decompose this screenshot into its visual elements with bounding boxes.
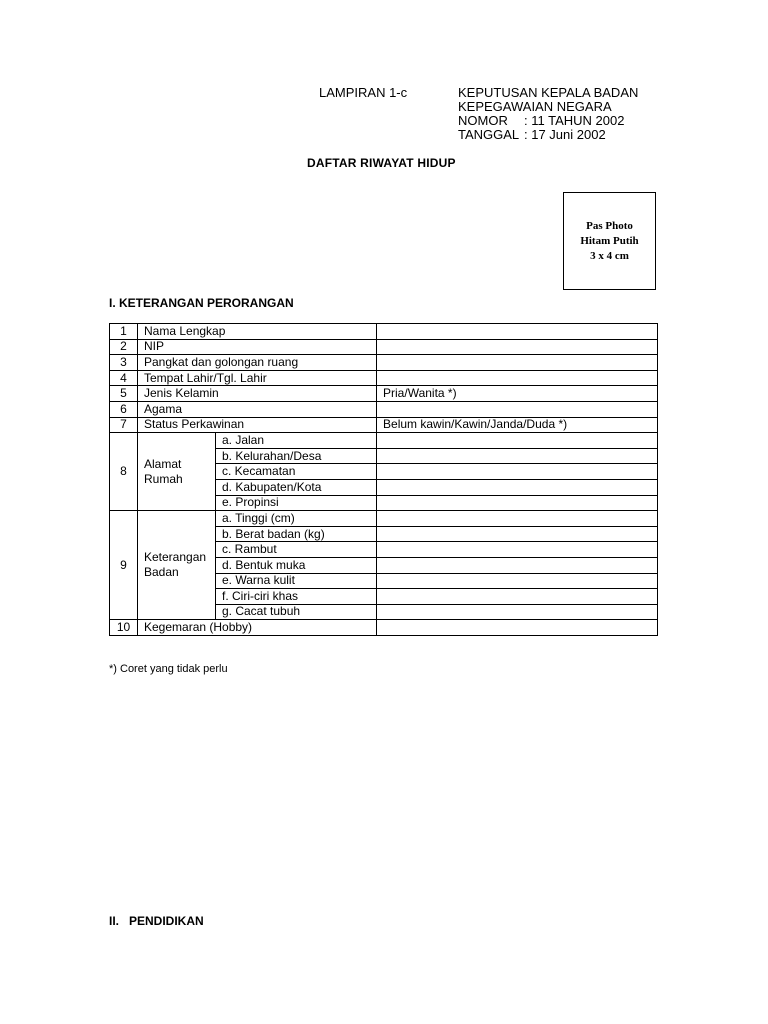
row-label: Kegemaran (Hobby) <box>138 620 377 636</box>
section2-title: II. PENDIDIKAN <box>109 914 204 928</box>
row-label: Pangkat dan golongan ruang <box>138 355 377 371</box>
lampiran-label: LAMPIRAN 1-c <box>319 85 408 100</box>
row-value[interactable] <box>377 573 658 589</box>
nomor-value: : 11 TAHUN 2002 <box>524 113 625 128</box>
table-row <box>110 355 658 371</box>
row-value[interactable] <box>377 511 658 527</box>
row-label: NIP <box>138 339 377 355</box>
row-value[interactable] <box>377 370 658 386</box>
table-row <box>110 433 658 449</box>
row-value[interactable]: Pria/Wanita *) <box>377 386 658 402</box>
row-value[interactable] <box>377 620 658 636</box>
row-value[interactable] <box>377 448 658 464</box>
row-label: Tempat Lahir/Tgl. Lahir <box>138 370 377 386</box>
row-value[interactable] <box>377 557 658 573</box>
row-value[interactable] <box>377 339 658 355</box>
row-number: 7 <box>110 417 138 433</box>
row-number: 6 <box>110 401 138 417</box>
row-label: Jenis Kelamin <box>138 386 377 402</box>
sub-item-label: a. Jalan <box>216 433 377 449</box>
table-row <box>110 386 658 402</box>
sub-item-label: a. Tinggi (cm) <box>216 511 377 527</box>
row-value[interactable] <box>377 401 658 417</box>
row-value[interactable] <box>377 464 658 480</box>
row-label: Status Perkawinan <box>138 417 377 433</box>
nomor-label: NOMOR <box>458 113 508 128</box>
sub-item-label: d. Bentuk muka <box>216 557 377 573</box>
sub-item-label: c. Kecamatan <box>216 464 377 480</box>
table-row <box>110 339 658 355</box>
tanggal-value: : 17 Juni 2002 <box>524 127 606 142</box>
sub-item-label: d. Kabupaten/Kota <box>216 479 377 495</box>
photo-box <box>563 192 656 290</box>
document-title: DAFTAR RIWAYAT HIDUP <box>307 156 456 170</box>
row-label: Agama <box>138 401 377 417</box>
row-value[interactable] <box>377 526 658 542</box>
sub-item-label: b. Kelurahan/Desa <box>216 448 377 464</box>
row-number: 2 <box>110 339 138 355</box>
sub-item-label: f. Ciri-ciri khas <box>216 589 377 605</box>
table-row <box>110 417 658 433</box>
sub-item-label: e. Warna kulit <box>216 573 377 589</box>
keputusan-line1: KEPUTUSAN KEPALA BADAN <box>458 85 639 100</box>
personal-info-table <box>109 323 658 636</box>
badan-group-label <box>138 511 216 620</box>
row-value[interactable] <box>377 542 658 558</box>
alamat-group-label <box>138 433 216 511</box>
footnote: *) Coret yang tidak perlu <box>109 663 228 675</box>
table-row <box>110 324 658 340</box>
row-value[interactable] <box>377 433 658 449</box>
table-row <box>110 620 658 636</box>
row-value[interactable] <box>377 495 658 511</box>
row-number: 10 <box>110 620 138 636</box>
row-number: 1 <box>110 324 138 340</box>
sub-item-label: e. Propinsi <box>216 495 377 511</box>
section1-title: I. KETERANGAN PERORANGAN <box>109 296 294 310</box>
row-value[interactable] <box>377 479 658 495</box>
row-value[interactable] <box>377 355 658 371</box>
sub-item-label: g. Cacat tubuh <box>216 604 377 620</box>
tanggal-label: TANGGAL <box>458 127 520 142</box>
sub-item-label: b. Berat badan (kg) <box>216 526 377 542</box>
table-row <box>110 511 658 527</box>
badan-label-line1: Keterangan <box>144 550 207 565</box>
keputusan-line2: KEPEGAWAIAN NEGARA <box>458 99 612 114</box>
row-number: 9 <box>110 511 138 620</box>
row-value[interactable] <box>377 604 658 620</box>
row-value[interactable] <box>377 589 658 605</box>
table-row <box>110 370 658 386</box>
photo-line3: 3 x 4 cm <box>590 249 629 262</box>
photo-line2: Hitam Putih <box>580 234 639 247</box>
alamat-label-line1: Alamat <box>144 456 182 471</box>
row-value[interactable] <box>377 324 658 340</box>
badan-label-line2: Badan <box>144 565 179 580</box>
photo-line1: Pas Photo <box>586 219 633 232</box>
row-label: Nama Lengkap <box>138 324 377 340</box>
row-number: 8 <box>110 433 138 511</box>
alamat-label-line2: Rumah <box>144 471 183 486</box>
table-row <box>110 401 658 417</box>
row-number: 4 <box>110 370 138 386</box>
row-number: 3 <box>110 355 138 371</box>
sub-item-label: c. Rambut <box>216 542 377 558</box>
row-value[interactable]: Belum kawin/Kawin/Janda/Duda *) <box>377 417 658 433</box>
row-number: 5 <box>110 386 138 402</box>
